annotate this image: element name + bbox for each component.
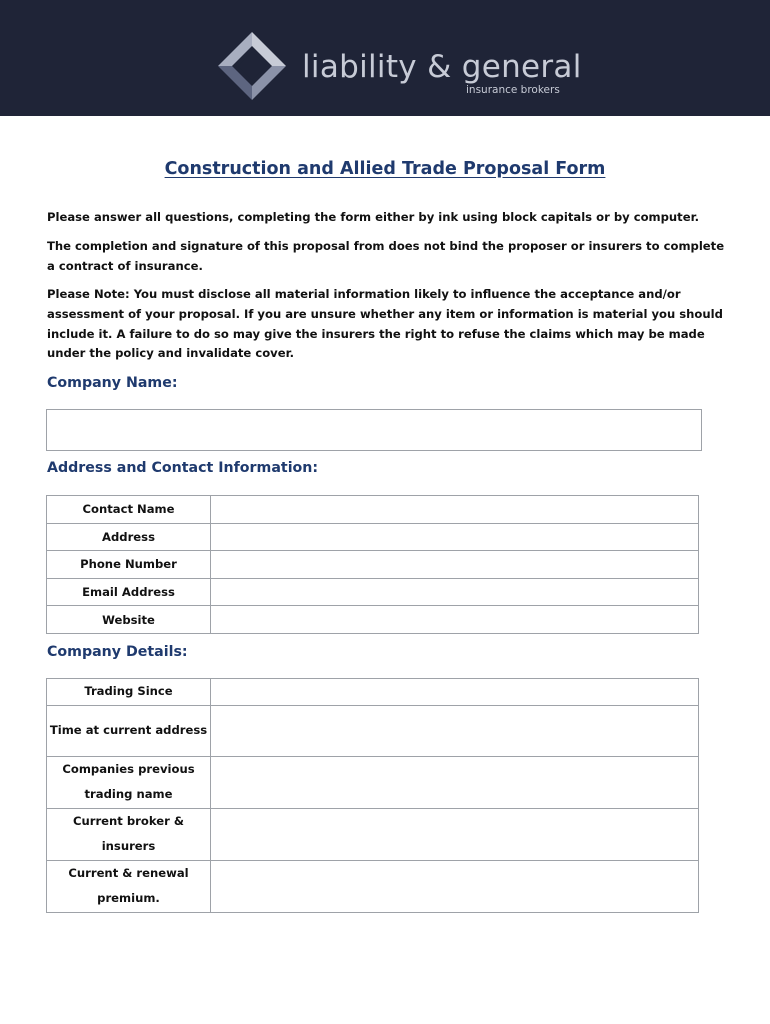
table-row — [47, 756, 699, 808]
table-row — [47, 808, 699, 860]
address-contact-heading: Address and Contact Information: — [47, 460, 319, 476]
time-at-address-field[interactable] — [211, 705, 699, 756]
contact-name-label: Contact Name — [47, 496, 211, 524]
current-broker-field[interactable] — [211, 808, 699, 860]
diamond-chevron-logo-icon — [216, 30, 288, 102]
previous-trading-name-field[interactable] — [211, 756, 699, 808]
company-name-heading: Company Name: — [47, 375, 178, 391]
previous-trading-name-label: Companies previous trading name — [47, 756, 211, 808]
table-row — [47, 496, 699, 524]
contact-name-field[interactable] — [211, 496, 699, 524]
disclaimer-paragraph: The completion and signature of this proposal from does not bind the proposer or insurers to complete a contract of insurance. — [47, 239, 725, 273]
contact-info-table — [46, 495, 699, 634]
trading-since-field[interactable] — [211, 679, 699, 706]
brand-name: liability & general — [302, 49, 582, 85]
table-row — [47, 578, 699, 606]
phone-number-field[interactable] — [211, 551, 699, 579]
table-row — [47, 606, 699, 634]
table-row — [47, 860, 699, 912]
email-address-field[interactable] — [211, 578, 699, 606]
email-address-label: Email Address — [47, 578, 211, 606]
trading-since-label: Trading Since — [47, 679, 211, 706]
table-row — [47, 523, 699, 551]
page-header — [0, 0, 770, 116]
company-details-table — [46, 678, 699, 913]
table-row — [47, 705, 699, 756]
address-field[interactable] — [211, 523, 699, 551]
brand-tagline: insurance brokers — [466, 84, 560, 96]
table-row — [47, 679, 699, 706]
company-details-heading: Company Details: — [47, 644, 188, 660]
phone-number-label: Phone Number — [47, 551, 211, 579]
renewal-premium-label: Current & renewal premium. — [47, 860, 211, 912]
company-name-field[interactable] — [46, 409, 702, 451]
website-label: Website — [47, 606, 211, 634]
disclosure-note-paragraph: Please Note: You must disclose all material information likely to influence the acceptance and/or assessment of your proposal. If you are unsure whether any item or information is material you should include it. A failure to do so may give the insurers the right to refuse the claims which may be made under the policy and invalidate cover. — [47, 287, 723, 361]
current-broker-label: Current broker & insurers — [47, 808, 211, 860]
time-at-address-label: Time at current address — [47, 705, 211, 756]
form-title: Construction and Allied Trade Proposal Form — [164, 159, 606, 179]
instructions-paragraph: Please answer all questions, completing the form either by ink using block capitals or by computer. — [47, 210, 700, 224]
website-field[interactable] — [211, 606, 699, 634]
table-row — [47, 551, 699, 579]
renewal-premium-field[interactable] — [211, 860, 699, 912]
address-label: Address — [47, 523, 211, 551]
